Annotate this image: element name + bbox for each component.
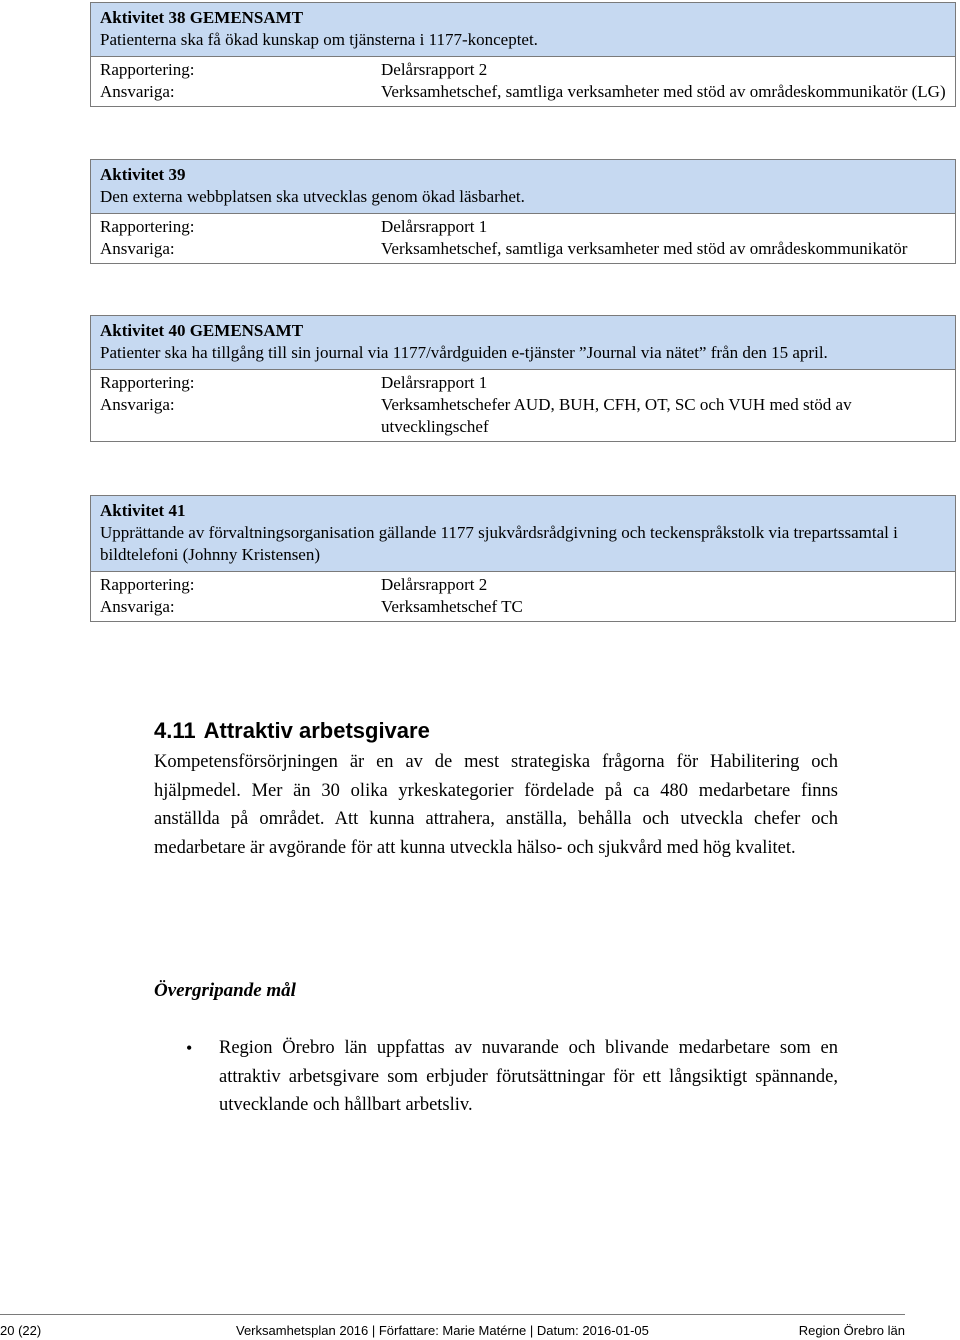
- footer-divider: [0, 1314, 905, 1315]
- goal-text: Region Örebro län uppfattas av nuvarande och blivande medarbetare som en attraktiv arbetsgivare som erbjuder förutsättningar för ett långsiktigt spännande, utvecklande och hållbart arbetsliv.: [219, 1038, 838, 1116]
- responsible-label: Ansvariga:: [100, 239, 175, 258]
- section-title: Attraktiv arbetsgivare: [203, 718, 430, 743]
- activity-box: [90, 159, 956, 264]
- activity-header: [91, 3, 955, 57]
- activity-box: [90, 2, 956, 107]
- footer-organization: Region Örebro län: [798, 1323, 905, 1338]
- activity-title: Aktivitet 41: [100, 501, 186, 520]
- reporting-label: Rapportering:: [100, 217, 195, 236]
- responsible-value: Verksamhetschef TC: [381, 597, 523, 616]
- section-heading: [154, 718, 838, 744]
- footer-document-info: Verksamhetsplan 2016 | Författare: Marie Matérne | Datum: 2016-01-05: [236, 1323, 649, 1338]
- reporting-row: [91, 57, 955, 81]
- activity-title: Aktivitet 40 GEMENSAMT: [100, 321, 304, 340]
- responsible-value: Verksamhetschef, samtliga verksamheter med stöd av områdeskommunikatör (LG): [381, 82, 946, 101]
- goals-list: [154, 1034, 838, 1120]
- section-body: Kompetensförsörjningen är en av de mest strategiska frågorna för Habilitering och hjälpmedel. Mer än 30 olika yrkeskategorier fördelade på ca 480 medarbetare finns anställda på området. Att kunna attrahera, anställa, behålla och utveckla chefer och medarbetare är avgörande för att kunna utveckla hälso- och sjukvård med hög kvalitet.: [154, 752, 838, 858]
- responsible-row: [91, 596, 955, 621]
- responsible-label: Ansvariga:: [100, 395, 175, 414]
- section-number: 4.11: [154, 718, 196, 743]
- activity-header: [91, 316, 955, 370]
- reporting-value: Delårsrapport 1: [381, 217, 488, 236]
- reporting-value: Delårsrapport 1: [381, 373, 488, 392]
- activity-header: [91, 160, 955, 214]
- section: [154, 718, 838, 862]
- reporting-row: [91, 214, 955, 238]
- activity-title: Aktivitet 38 GEMENSAMT: [100, 8, 304, 27]
- bullet-icon: •: [186, 1038, 193, 1058]
- responsible-value: Verksamhetschef, samtliga verksamheter med stöd av områdeskommunikatör: [381, 239, 908, 258]
- activity-box: [90, 495, 956, 622]
- page-number: 20 (22): [0, 1323, 42, 1338]
- reporting-value: Delårsrapport 2: [381, 60, 488, 79]
- responsible-row: [91, 81, 955, 106]
- activity-description: Upprättande av förvaltningsorganisation gällande 1177 sjukvårdsrådgivning och teckenspråkstolk via trepartssamtal i bildtelefoni (Johnny Kristensen): [100, 523, 898, 564]
- reporting-row: [91, 572, 955, 596]
- reporting-row: [91, 370, 955, 394]
- activity-description: Patienterna ska få ökad kunskap om tjänsterna i 1177-konceptet.: [100, 30, 538, 49]
- activity-header: [91, 496, 955, 572]
- activity-description: Patienter ska ha tillgång till sin journal via 1177/vårdguiden e-tjänster ”Journal via nätet” från den 15 april.: [100, 343, 828, 362]
- activity-title: Aktivitet 39: [100, 165, 186, 184]
- responsible-row: [91, 394, 955, 441]
- reporting-value: Delårsrapport 2: [381, 575, 488, 594]
- list-item: [154, 1034, 838, 1120]
- responsible-row: [91, 238, 955, 263]
- goals-heading: Övergripande mål: [154, 980, 296, 1001]
- activity-description: Den externa webbplatsen ska utvecklas genom ökad läsbarhet.: [100, 187, 525, 206]
- responsible-label: Ansvariga:: [100, 597, 175, 616]
- responsible-value: Verksamhetschefer AUD, BUH, CFH, OT, SC och VUH med stöd av utvecklingschef: [381, 395, 852, 436]
- activity-box: [90, 315, 956, 442]
- reporting-label: Rapportering:: [100, 575, 195, 594]
- responsible-label: Ansvariga:: [100, 82, 175, 101]
- reporting-label: Rapportering:: [100, 60, 195, 79]
- reporting-label: Rapportering:: [100, 373, 195, 392]
